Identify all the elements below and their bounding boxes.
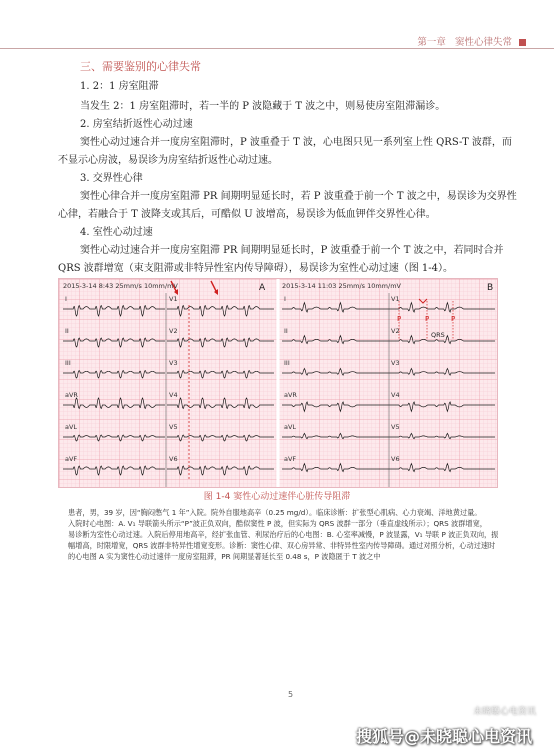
- lead-label-b-left-2: III: [284, 359, 290, 367]
- subheading-av-block: 1. 2：1 房室阻滞: [80, 81, 159, 92]
- paragraph-junctional-line2: 心律，若融合于 T 波降支或其后，可酷似 U 波增高，易误诊为低血钾伴交界性心律。: [58, 209, 436, 220]
- lead-label-b-left-3: aVR: [284, 391, 297, 399]
- lead-label-a-left-4: aVL: [65, 423, 78, 431]
- lead-label-a-right-0: V1: [169, 295, 178, 303]
- lead-label-b-left-4: aVL: [284, 423, 297, 431]
- lead-label-b-right-0: V1: [391, 295, 400, 303]
- lead-label-a-left-0: I: [65, 295, 67, 303]
- p-wave-mark-2: P: [451, 315, 456, 323]
- paragraph-junctional-line1: 窦性心律合并一度房室阻滞 PR 间期明显延长时，若 P 波重叠于前一个 T 波之中，易误诊为交界性: [80, 191, 517, 202]
- panel-a-label: A: [259, 283, 266, 293]
- lead-label-a-left-1: II: [65, 327, 69, 335]
- lead-label-b-left-5: aVF: [284, 455, 297, 463]
- panel-a-timestamp: 2015-3-14 8:43 25mm/s 10mm/mV: [63, 282, 178, 290]
- lead-label-b-right-3: V4: [391, 391, 400, 399]
- page-number: 5: [288, 690, 294, 699]
- p-wave-mark-1: P: [425, 315, 430, 323]
- lead-label-a-right-1: V2: [169, 327, 178, 335]
- paragraph-avnrt-line2: 不显示心房波，易误诊为房室结折返性心动过速。: [58, 155, 278, 166]
- qrs-mark: QRS: [431, 331, 445, 339]
- lead-label-a-right-5: V6: [169, 455, 178, 463]
- lead-label-a-left-2: III: [65, 359, 71, 367]
- paragraph-vt-line2: QRS 波群增宽（束支阻滞或非特异性室内传导障碍），易误诊为室性心动过速（图 1-4）。: [58, 263, 454, 274]
- figure-note-5: 的心电图 A 实为窦性心动过速伴一度房室阻滞，PR 间期显著延长至 0.48 s，P 波隐匿于 T 波之中: [68, 552, 381, 561]
- figure-note-4: 幅增高，时限增宽，QRS 波群非特异性增宽变形。诊断：窦性心律、双心房异常、非特异性室内传导障碍。通过对照分析，心动过速时: [68, 541, 496, 550]
- paragraph-vt-line1: 窦性心动过速合并一度房室阻滞 PR 间期明显延长时，P 波重叠于前一个 T 波之中，若同时合并: [80, 245, 504, 256]
- figure-note-1: 患者，男，39 岁，因“胸闷憋气 1 年”入院。院外自服地高辛（0.25 mg/d）。临床诊断：扩张型心肌病、心力衰竭、洋地黄过量。: [68, 508, 482, 517]
- figure-note-3: 易诊断为室性心动过速。入院后停用地高辛，经扩张血管、利尿治疗后的心电图：B. 心室率减慢，P 波显露，V₁ 导联 P 波正负双向，振: [68, 530, 498, 539]
- lead-label-a-right-4: V5: [169, 423, 178, 431]
- ecg-traces: [59, 279, 497, 487]
- lead-label-b-right-4: V5: [391, 423, 400, 431]
- lead-label-a-right-3: V4: [169, 391, 178, 399]
- chapter-title: 窦性心律失常: [454, 37, 512, 48]
- section-title: 三、需要鉴别的心律失常: [80, 60, 201, 73]
- panel-b-label: B: [487, 283, 494, 293]
- subheading-avnrt: 2. 房室结折返性心动过速: [80, 119, 193, 130]
- figure-caption: 图 1-4 窦性心动过速伴心脏传导阻滞: [203, 492, 351, 502]
- lead-label-b-right-5: V6: [391, 455, 400, 463]
- watermark: 搜狐号@未晓聪心电资讯: [355, 727, 532, 746]
- watermark-small: 未晓聪心电资讯: [472, 707, 536, 717]
- lead-label-a-left-3: aVR: [65, 391, 78, 399]
- header-square-icon: [519, 39, 526, 46]
- lead-label-b-right-2: V3: [391, 359, 400, 367]
- panel-b-timestamp: 2015-3-14 11:03 25mm/s 10mm/mV: [282, 282, 401, 290]
- header-rule: [0, 48, 554, 49]
- paragraph-avnrt-line1: 窦性心动过速合并一度房室阻滞时，P 波重叠于 T 波，心电图只见一系列室上性 QRS-T 波群，而: [80, 137, 512, 148]
- ecg-figure: [58, 278, 498, 488]
- chapter-number: 第一章: [417, 37, 446, 48]
- subheading-vt: 4. 室性心动过速: [80, 227, 153, 238]
- lead-label-a-right-2: V3: [169, 359, 178, 367]
- p-wave-mark-0: P: [397, 315, 402, 323]
- running-header: [417, 34, 526, 48]
- figure-note-2: 入院时心电图：A. V₁ 导联箭头所示“P”波正负双向，酷似窦性 P 波，但实际为 QRS 波群一部分（垂直虚线所示）；QRS 波群增宽，: [68, 519, 487, 528]
- lead-label-b-right-1: V2: [391, 327, 400, 335]
- subheading-junctional: 3. 交界性心律: [80, 173, 143, 184]
- lead-label-b-left-0: I: [284, 295, 286, 303]
- lead-label-a-left-5: aVF: [65, 455, 78, 463]
- lead-label-b-left-1: II: [284, 327, 288, 335]
- paragraph-av-block: 当发生 2：1 房室阻滞时，若一半的 P 波隐藏于 T 波之中，则易使房室阻滞漏诊。: [80, 101, 446, 112]
